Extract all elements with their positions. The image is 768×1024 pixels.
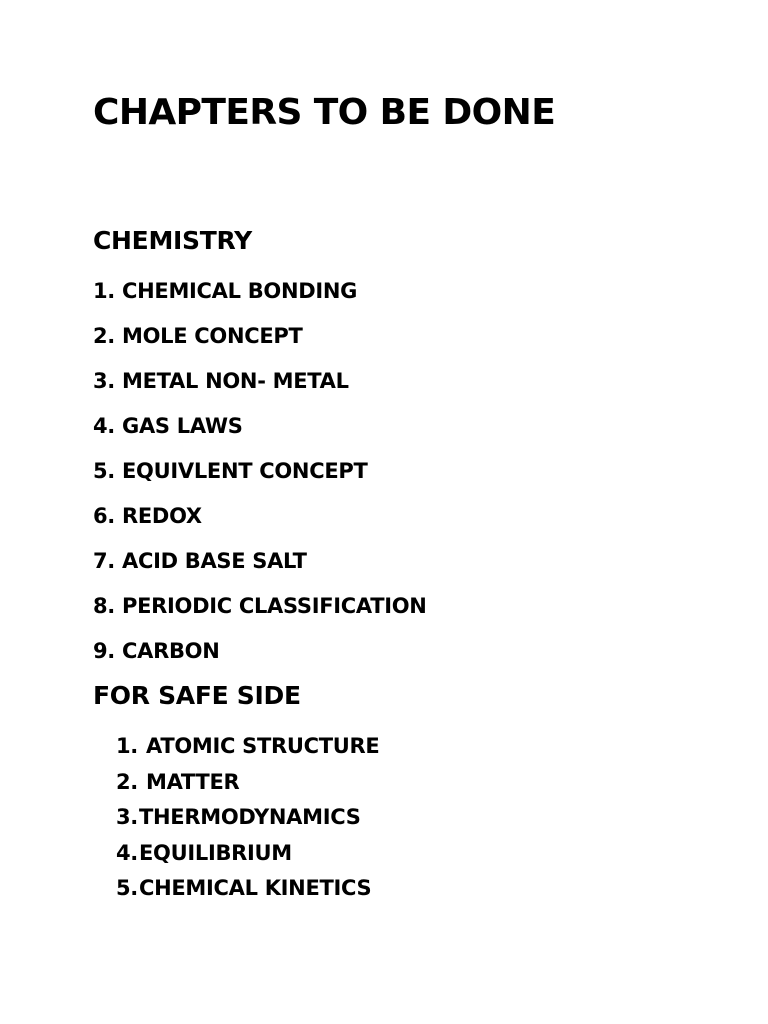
list-item-text: MATTER — [146, 769, 240, 794]
list-item-text: 8. — [93, 594, 115, 618]
list-item-text: 4. — [93, 414, 115, 438]
list-item-number: 2. — [116, 769, 138, 794]
chemistry-heading: CHEMISTRY — [93, 226, 252, 255]
list-item-number: 4. — [116, 840, 138, 865]
list-item — [116, 802, 379, 838]
safe-side-list — [116, 731, 379, 909]
list-item-text: 7. — [93, 549, 115, 573]
list-item — [93, 591, 427, 636]
list-item — [93, 501, 427, 546]
list-item-text: ACID BASE SALT — [122, 549, 307, 573]
list-item-text: GAS LAWS — [122, 414, 243, 438]
list-item — [93, 366, 427, 411]
list-item-text: CHEMICAL BONDING — [122, 279, 358, 303]
list-item-text: 9. — [93, 639, 115, 663]
list-item-number: 1. — [116, 734, 138, 758]
list-item — [116, 838, 379, 874]
chemistry-list — [93, 276, 427, 681]
list-item — [116, 731, 379, 767]
list-item — [93, 276, 427, 321]
list-item-text: EQUILIBRIUM — [139, 840, 292, 865]
list-item — [93, 321, 427, 366]
list-item-text: 2. — [93, 324, 115, 348]
list-item-text: EQUIVLENT CONCEPT — [122, 459, 368, 483]
list-item — [93, 456, 427, 501]
list-item — [93, 546, 427, 591]
list-item-text: REDOX — [122, 504, 202, 528]
list-item-number: 5. — [116, 876, 138, 900]
list-item-number: 3. — [116, 805, 138, 829]
list-item-text: ATOMIC STRUCTURE — [146, 734, 380, 758]
list-item-text: 1. — [93, 279, 115, 303]
list-item-text: CARBON — [122, 639, 220, 663]
list-item-text: CHEMICAL KINETICS — [139, 876, 372, 900]
list-item-text: MOLE CONCEPT — [122, 324, 303, 348]
list-item-text: 6. — [93, 504, 115, 528]
list-item — [93, 636, 427, 681]
list-item — [116, 873, 379, 909]
list-item-text: PERIODIC CLASSIFICATION — [122, 594, 427, 618]
list-item-text: THERMODYNAMICS — [139, 805, 361, 829]
list-item — [116, 767, 379, 803]
list-item-text: 3. — [93, 369, 115, 393]
list-item-text: METAL NON- METAL — [122, 369, 349, 393]
page-title: CHAPTERS TO BE DONE — [93, 92, 556, 133]
list-item-text: 5. — [93, 459, 115, 483]
safe-side-heading: FOR SAFE SIDE — [93, 681, 301, 710]
list-item — [93, 411, 427, 456]
